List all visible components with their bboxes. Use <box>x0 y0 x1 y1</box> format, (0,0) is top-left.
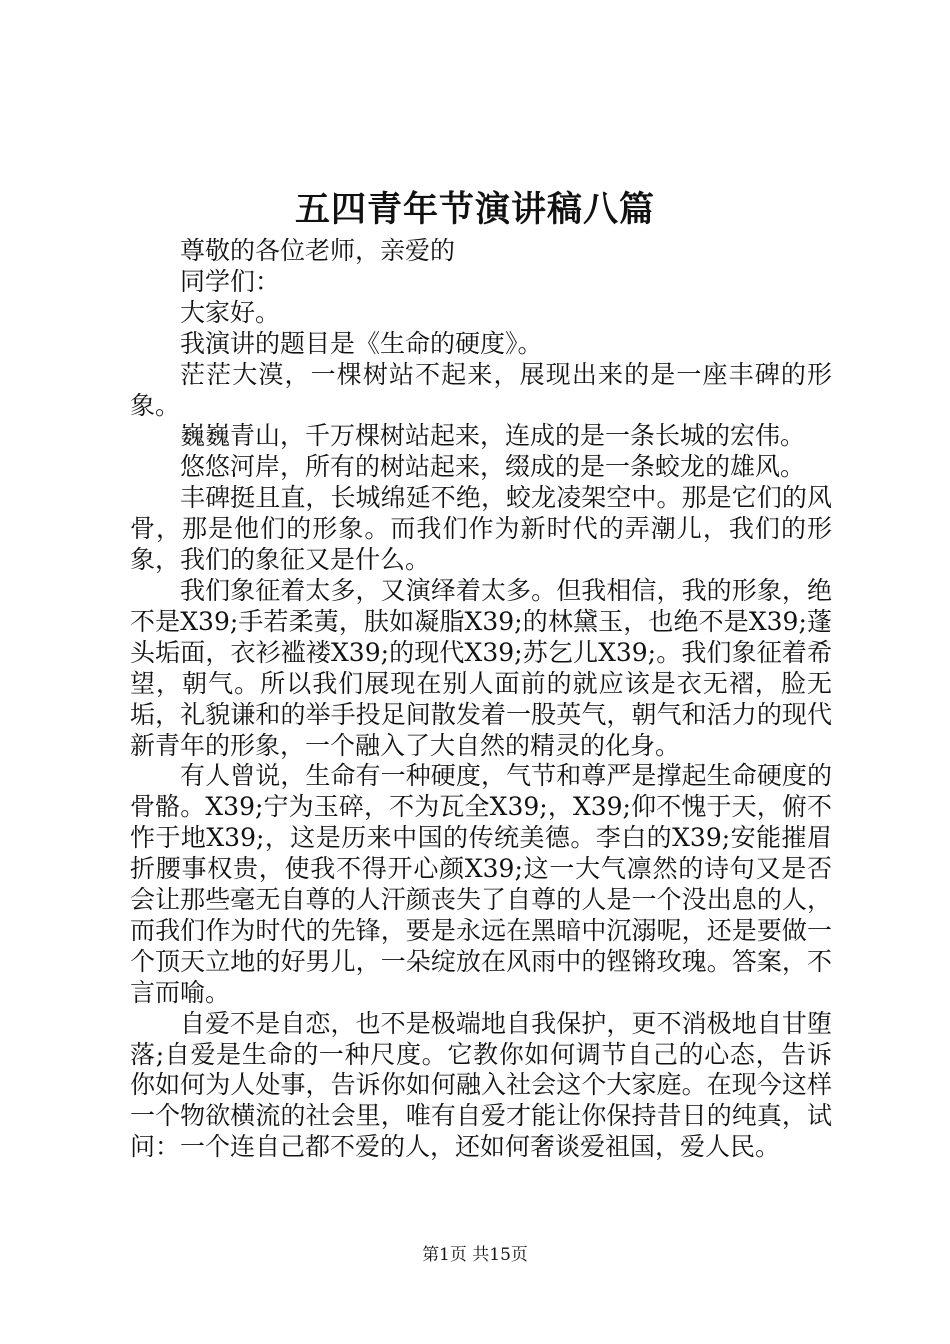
page-number-footer: 第1页 共15页 <box>422 1245 528 1265</box>
document-body <box>130 236 832 1163</box>
paragraph: 我演讲的题目是《生命的硬度》。 <box>180 328 543 358</box>
paragraph: 茫茫大漠，一棵树站不起来，展现出来的是一座丰碑的形象。 <box>130 359 832 420</box>
paragraph: 巍巍青山，千万棵树站起来，连成的是一条长城的宏伟。 <box>180 421 806 451</box>
paragraph: 我们象征着太多，又演绎着太多。但我相信，我的形象，绝不是X39;手若柔荑，肤如凝脂X39;的林黛玉，也绝不是X39;蓬头垢面，衣衫褴褛X39;的现代X39;苏乞儿X39;。我们象征着希望，朝气。所以我们展现在别人面前的就应该是衣无褶，脸无垢，礼貌谦和的举手投足间散发着一股英气，朝气和活力的现代新青年的形象，一个融入了大自然的精灵的化身。 <box>130 575 832 760</box>
document-title: 五四青年节演讲稿八篇 <box>294 189 655 230</box>
paragraph: 尊敬的各位老师，亲爱的 <box>180 236 456 265</box>
paragraph: 大家好。 <box>180 297 281 327</box>
paragraph: 同学们： <box>180 266 281 296</box>
paragraph: 自爱不是自恋，也不是极端地自我保护，更不消极地自甘堕落;自爱是生命的一种尺度。它教你如何调节自己的心态，告诉你如何为人处事，告诉你如何融入社会这个大家庭。在现今这样一个物欲横流的社会里，唯有自爱才能让你保持昔日的纯真，试问：一个连自己都不爱的人，还如何奢谈爱祖国，爱人民。 <box>130 1008 832 1162</box>
paragraph: 丰碑挺且直，长城绵延不绝，蛟龙凌架空中。那是它们的风骨，那是他们的形象。而我们作为新时代的弄潮儿，我们的形象，我们的象征又是什么。 <box>130 483 832 575</box>
paragraph: 有人曾说，生命有一种硬度，气节和尊严是撑起生命硬度的骨骼。X39;宁为玉碎，不为瓦全X39;，X39;仰不愧于天，俯不怍于地X39;，这是历来中国的传统美德。李白的X39;安能摧眉折腰事权贵，使我不得开心颜X39;这一大气凛然的诗句又是否会让那些毫无自尊的人汗颜丧失了自尊的人是一个没出息的人，而我们作为时代的先锋，要是永远在黑暗中沉溺呢，还是要做一个顶天立地的好男儿，一朵绽放在风雨中的铿锵玫瑰。答案，不言而喻。 <box>130 761 832 1007</box>
paragraph: 悠悠河岸，所有的树站起来，缀成的是一条蛟龙的雄风。 <box>180 452 806 482</box>
